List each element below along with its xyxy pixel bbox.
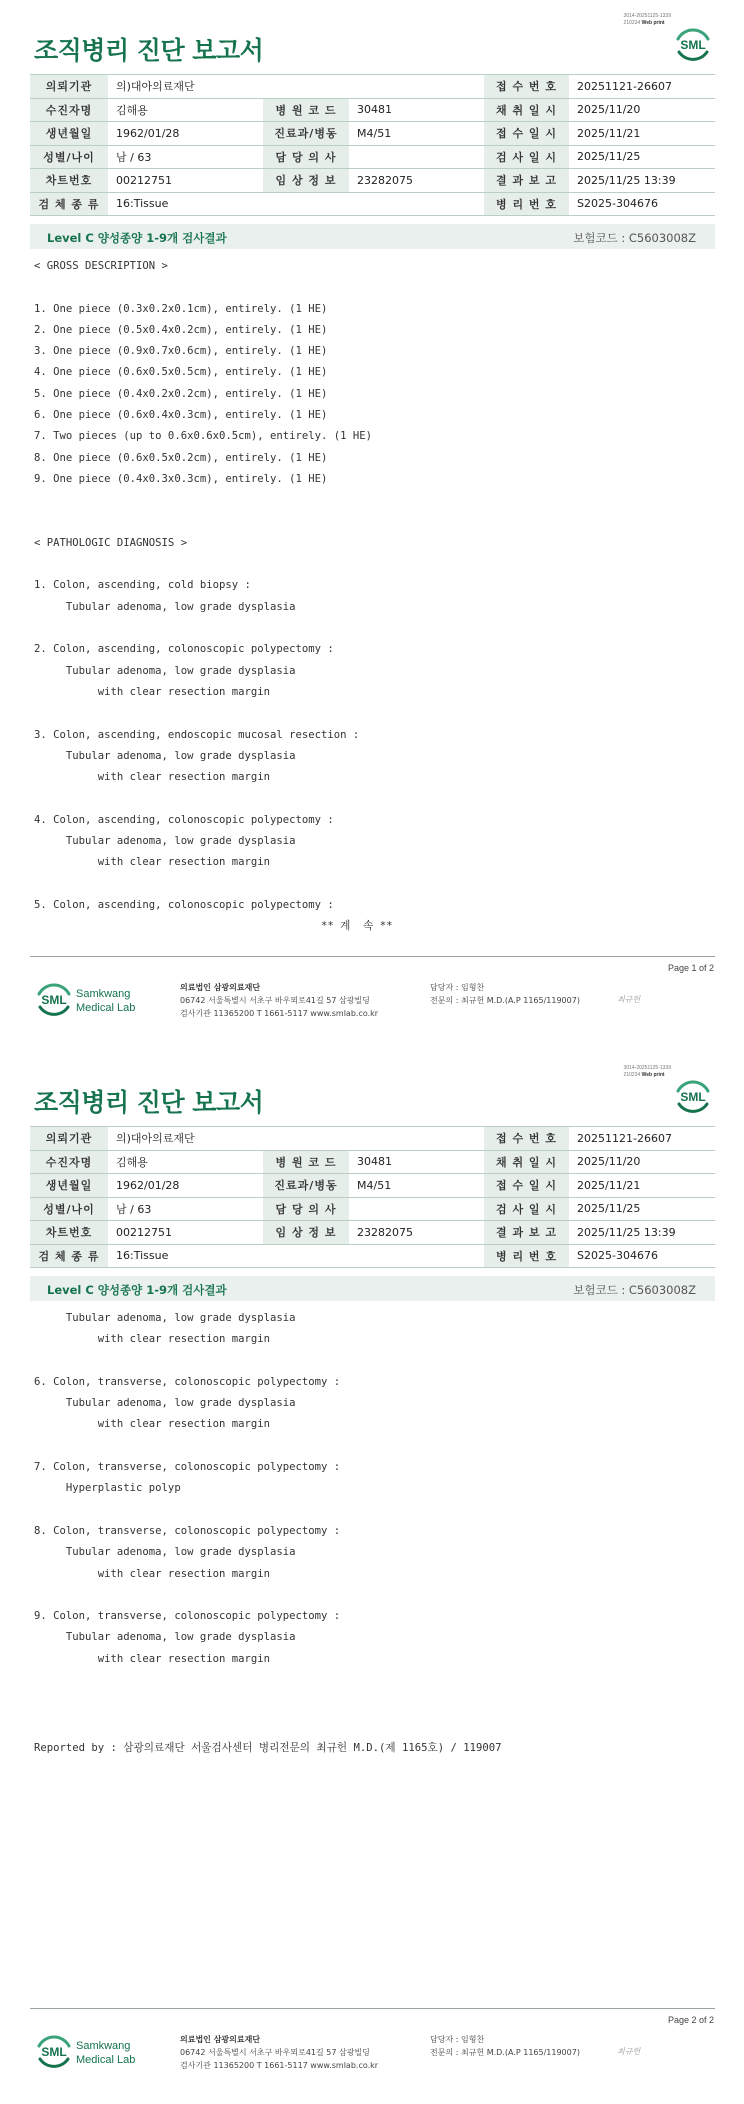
print-stamp-id: 210234 (623, 1072, 641, 1078)
info-value: 2025/11/20 (569, 98, 715, 122)
info-value (349, 75, 484, 99)
info-value: 1962/01/28 (108, 122, 263, 146)
test-name-bar (30, 224, 715, 249)
info-label: 성별/나이 (30, 1197, 108, 1221)
footer-divider (30, 956, 715, 957)
page-title: 조직병리 진단 보고서 (34, 36, 264, 65)
svg-text:SML: SML (41, 993, 67, 1007)
info-value: 16:Tissue (108, 1244, 263, 1268)
info-label: 접 수 번 호 (484, 1127, 569, 1151)
info-value: 23282075 (349, 169, 484, 193)
footer-staff: 담당자 : 임형찬 전문의 : 최규헌 M.D.(A.P 1165/119007) (430, 983, 580, 1005)
svg-text:SML: SML (680, 38, 706, 52)
page-number: Page 2 of 2 (667, 2015, 714, 2025)
info-value: 16:Tissue (108, 192, 263, 216)
info-label: 채 취 일 시 (484, 1150, 569, 1174)
svg-text:Samkwang: Samkwang (76, 2040, 131, 2052)
info-value: 20251121-26607 (569, 75, 715, 99)
info-label: 임 상 정 보 (263, 1221, 349, 1245)
info-label: 임 상 정 보 (263, 169, 349, 193)
reported-by: Reported by : 삼광의료재단 서울검사센터 병리전문의 최규헌 M.D.(제 1165호) / 119007 (34, 1742, 502, 1754)
info-row (30, 1221, 715, 1245)
info-row (30, 1174, 715, 1198)
page-number: Page 1 of 2 (667, 963, 714, 973)
info-label: 검 사 일 시 (484, 1197, 569, 1221)
samkwang-logo-icon (36, 980, 151, 1020)
svg-text:SML: SML (680, 1090, 706, 1104)
info-label: 의뢰기관 (30, 1127, 108, 1151)
test-name: Level C 양성종양 1-9개 검사결과 (47, 1283, 227, 1297)
info-label: 접 수 일 시 (484, 122, 569, 146)
info-value: 김해용 (108, 98, 263, 122)
info-value: M4/51 (349, 122, 484, 146)
sml-logo-icon (672, 24, 714, 66)
info-label: 검 사 일 시 (484, 145, 569, 169)
info-value: 남 / 63 (108, 145, 263, 169)
info-row (30, 192, 715, 216)
test-name: Level C 양성종양 1-9개 검사결과 (47, 231, 227, 245)
info-value (349, 192, 484, 216)
patient-info-table (30, 74, 715, 216)
info-label: 차트번호 (30, 169, 108, 193)
info-label: 병 원 코 드 (263, 1150, 349, 1174)
info-value (349, 1127, 484, 1151)
info-label (263, 192, 349, 216)
report-body-page-1: < GROSS DESCRIPTION > 1. One piece (0.3x0.2x0.1cm), entirely. (1 HE) 2. One piece (0.5x0.4x0.2cm), entirely. (1 HE) 3. One piece (0.9x0.7x0.6cm), entirely. (1 HE) 4. One piece (0.6x0.5x0.5cm), entirely. (1 HE) 5. One piece (0.4x0.2x0.2cm), entirely. (1 HE) 6. One piece (0.6x0.4x0.3cm), entirely. (1 HE) 7. Two pieces (up to 0.6x0.6x0.5cm), entirely. (1 HE) 8. One piece (0.6x0.5x0.2cm), entirely. (1 HE) 9. One piece (0.4x0.3x0.3cm), entirely. (1 HE) < PATHOLOGIC DIAGNOSIS > 1. Colon, ascending, cold biopsy : Tubular adenoma, low grade dysplasia 2. Colon, ascending, colonoscopic polypectomy : Tubular adenoma, low grade dysplasia with clear resection margin 3. Colon, ascending, endoscopic mucosal resection : Tubular adenoma, low grade dysplasia with clear resection margin 4. Colon, ascending, colonoscopic polypectomy : Tubular adenoma, low grade dysplasia with clear resection margin 5. Colon, ascending, colonoscopic polypectomy : ** 계 속 ** (34, 260, 393, 933)
svg-text:Medical Lab: Medical Lab (76, 2054, 136, 2066)
info-label: 접 수 일 시 (484, 1174, 569, 1198)
info-label (263, 1244, 349, 1268)
info-value (349, 1244, 484, 1268)
info-value: 23282075 (349, 1221, 484, 1245)
info-label: 병 리 번 호 (484, 1244, 569, 1268)
patient-info-table (30, 1126, 715, 1268)
svg-text:Samkwang: Samkwang (76, 988, 131, 1000)
info-value: 2025/11/25 (569, 145, 715, 169)
info-value: S2025-304676 (569, 192, 715, 216)
info-label: 진료과/병동 (263, 122, 349, 146)
info-label: 성별/나이 (30, 145, 108, 169)
info-label: 차트번호 (30, 1221, 108, 1245)
info-label: 검 체 종 류 (30, 192, 108, 216)
svg-text:Medical Lab: Medical Lab (76, 1002, 136, 1014)
footer-org-info: 의료법인 삼광의료재단 06742 서울특별시 서초구 바우뫼로41길 57 삼광빌딩 검사기관 11365200 T 1661-5117 www.smlab.co.kr (180, 983, 379, 1018)
info-row (30, 169, 715, 193)
info-label: 채 취 일 시 (484, 98, 569, 122)
info-value (349, 145, 484, 169)
info-value: M4/51 (349, 1174, 484, 1198)
info-value: 00212751 (108, 169, 263, 193)
info-label (263, 1127, 349, 1151)
info-value: 2025/11/25 13:39 (569, 1221, 715, 1245)
info-row (30, 1244, 715, 1268)
info-label: 수진자명 (30, 98, 108, 122)
info-value: 2025/11/25 (569, 1197, 715, 1221)
info-value: 20251121-26607 (569, 1127, 715, 1151)
samkwang-logo-icon (36, 2032, 151, 2072)
info-row (30, 98, 715, 122)
info-label: 접 수 번 호 (484, 75, 569, 99)
info-label: 생년월일 (30, 1174, 108, 1198)
info-value (349, 1197, 484, 1221)
footer-staff: 담당자 : 임형찬 전문의 : 최규헌 M.D.(A.P 1165/119007) (430, 2035, 580, 2057)
info-value: 의)대아의료재단 (108, 75, 263, 99)
info-value: 2025/11/21 (569, 122, 715, 146)
info-label: 담 당 의 사 (263, 145, 349, 169)
doctor-signature: 최규헌 (617, 2047, 641, 2056)
info-label: 병 리 번 호 (484, 192, 569, 216)
info-row (30, 122, 715, 146)
info-label: 담 당 의 사 (263, 1197, 349, 1221)
sml-logo-icon (672, 1076, 714, 1118)
info-value: 2025/11/21 (569, 1174, 715, 1198)
footer-divider (30, 2008, 715, 2009)
svg-text:SML: SML (41, 2045, 67, 2059)
info-value: 30481 (349, 98, 484, 122)
print-stamp: 3014-20251125-1339 210234 Web print (623, 13, 671, 26)
info-row (30, 75, 715, 99)
info-value: 2025/11/20 (569, 1150, 715, 1174)
info-label: 병 원 코 드 (263, 98, 349, 122)
info-row (30, 1127, 715, 1151)
print-stamp-id: 210234 (623, 20, 641, 26)
report-body-page-2: Tubular adenoma, low grade dysplasia with clear resection margin 6. Colon, transverse, colonoscopic polypectomy : Tubular adenoma, low grade dysplasia with clear resection margin 7. Colon, transverse, colonoscopic polypectomy : Hyperplastic polyp 8. Colon, transverse, colonoscopic polypectomy : Tubular adenoma, low grade dysplasia with clear resection margin 9. Colon, transverse, colonoscopic polypectomy : Tubular adenoma, low grade dysplasia with clear resection margin (34, 1312, 341, 1665)
info-value: 00212751 (108, 1221, 263, 1245)
print-stamp: 3014-20251125-1339 210234 Web print (623, 1065, 671, 1078)
info-value: 30481 (349, 1150, 484, 1174)
info-label: 결 과 보 고 (484, 1221, 569, 1245)
info-label: 의뢰기관 (30, 75, 108, 99)
info-value: 1962/01/28 (108, 1174, 263, 1198)
info-value: S2025-304676 (569, 1244, 715, 1268)
print-stamp-label: Web print (641, 20, 665, 26)
info-value: 남 / 63 (108, 1197, 263, 1221)
info-value: 김해용 (108, 1150, 263, 1174)
doctor-signature: 최규헌 (617, 995, 641, 1004)
report-page-2 (0, 1052, 744, 2104)
info-label: 검 체 종 류 (30, 1244, 108, 1268)
info-value: 의)대아의료재단 (108, 1127, 263, 1151)
insurance-code: 보험코드 : C5603008Z (573, 1283, 696, 1297)
info-row (30, 1197, 715, 1221)
info-row (30, 145, 715, 169)
info-value: 2025/11/25 13:39 (569, 169, 715, 193)
info-label: 결 과 보 고 (484, 169, 569, 193)
info-row (30, 1150, 715, 1174)
test-name-bar (30, 1276, 715, 1301)
page-title: 조직병리 진단 보고서 (34, 1088, 264, 1117)
info-label: 진료과/병동 (263, 1174, 349, 1198)
print-stamp-label: Web print (641, 1072, 665, 1078)
info-label (263, 75, 349, 99)
info-label: 수진자명 (30, 1150, 108, 1174)
insurance-code: 보험코드 : C5603008Z (573, 231, 696, 245)
info-label: 생년월일 (30, 122, 108, 146)
footer-org-info: 의료법인 삼광의료재단 06742 서울특별시 서초구 바우뫼로41길 57 삼광빌딩 검사기관 11365200 T 1661-5117 www.smlab.co.kr (180, 2035, 379, 2070)
